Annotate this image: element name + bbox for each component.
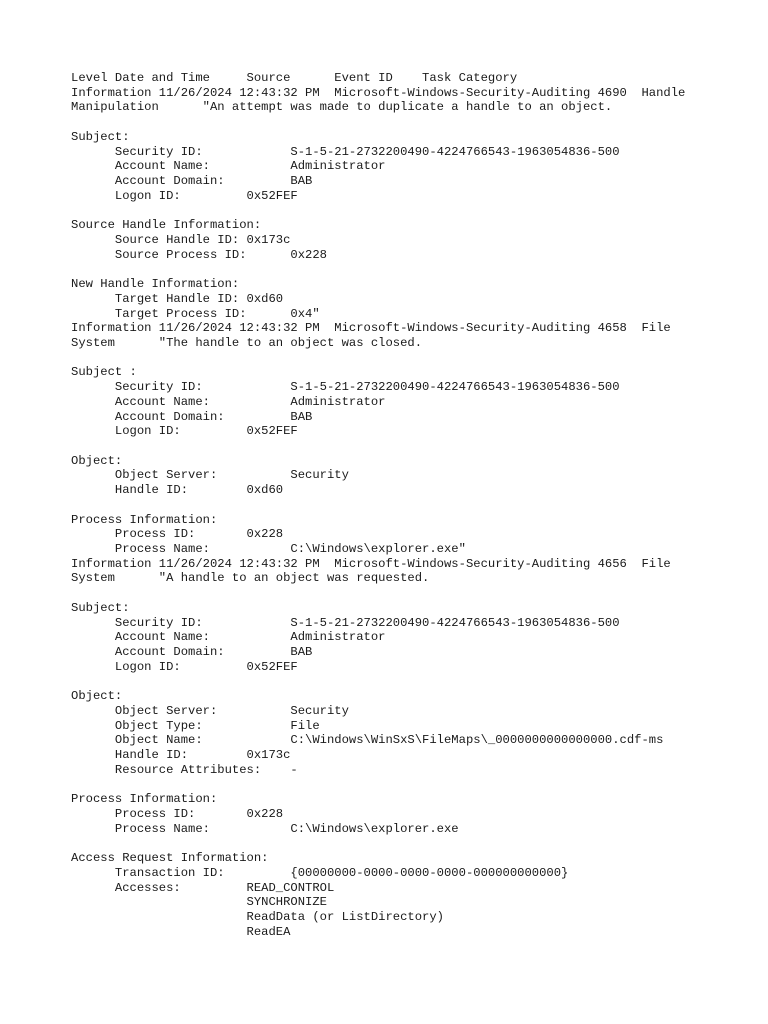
text-line: Account Name: Administrator bbox=[71, 159, 386, 174]
text-line: Logon ID: 0x52FEF bbox=[71, 659, 298, 674]
text-line: Security ID: S-1-5-21-2732200490-4224766543-1963054836-500 bbox=[71, 380, 620, 395]
text-line: Object Server: Security bbox=[71, 703, 349, 718]
text-line: Information 11/26/2024 12:43:32 PM Microsoft-Windows-Security-Auditing 4656 File bbox=[71, 556, 671, 571]
text-line: Object: bbox=[71, 689, 123, 704]
text-line: New Handle Information: bbox=[71, 277, 240, 292]
text-line: Source Handle Information: bbox=[71, 218, 262, 233]
blank-line bbox=[71, 836, 761, 851]
text-line: Information 11/26/2024 12:43:32 PM Microsoft-Windows-Security-Auditing 4690 Handle bbox=[71, 85, 686, 100]
blank-line bbox=[71, 115, 761, 130]
event-log-document bbox=[71, 71, 761, 939]
text-line: Object Type: File bbox=[71, 718, 320, 733]
text-line: Object: bbox=[71, 453, 123, 468]
text-line: Target Process ID: 0x4" bbox=[71, 306, 320, 321]
document-text-body bbox=[71, 71, 761, 939]
text-line: Account Name: Administrator bbox=[71, 394, 386, 409]
text-line: SYNCHRONIZE bbox=[71, 895, 327, 910]
text-line: Account Domain: BAB bbox=[71, 409, 313, 424]
text-line: System "The handle to an object was closed. bbox=[71, 335, 423, 350]
text-line: Security ID: S-1-5-21-2732200490-4224766543-1963054836-500 bbox=[71, 615, 620, 630]
blank-line bbox=[71, 351, 761, 366]
blank-line bbox=[71, 203, 761, 218]
text-line: Process Information: bbox=[71, 512, 218, 527]
blank-line bbox=[71, 778, 761, 793]
text-line: Logon ID: 0x52FEF bbox=[71, 424, 298, 439]
text-line: Process ID: 0x228 bbox=[71, 806, 284, 821]
text-line: Level Date and Time Source Event ID Task Category bbox=[71, 71, 518, 85]
text-line: Transaction ID: {00000000-0000-0000-0000-000000000000} bbox=[71, 865, 569, 880]
blank-line bbox=[71, 439, 761, 454]
text-line: Object Name: C:\Windows\WinSxS\FileMaps\_0000000000000000.cdf-ms bbox=[71, 733, 664, 748]
text-line: Handle ID: 0x173c bbox=[71, 748, 291, 763]
text-line: Handle ID: 0xd60 bbox=[71, 483, 284, 498]
text-line: Access Request Information: bbox=[71, 851, 269, 866]
text-line: Process Information: bbox=[71, 792, 218, 807]
text-line: ReadEA bbox=[71, 924, 291, 939]
text-line: Process Name: C:\Windows\explorer.exe bbox=[71, 821, 459, 836]
blank-line bbox=[71, 586, 761, 601]
text-line: Subject : bbox=[71, 365, 137, 380]
text-line: Information 11/26/2024 12:43:32 PM Microsoft-Windows-Security-Auditing 4658 File bbox=[71, 321, 671, 336]
text-line: System "A handle to an object was requested. bbox=[71, 571, 430, 586]
blank-line bbox=[71, 262, 761, 277]
text-line: Accesses: READ_CONTROL bbox=[71, 880, 335, 895]
text-line: Manipulation "An attempt was made to duplicate a handle to an object. bbox=[71, 100, 613, 115]
text-line: Source Process ID: 0x228 bbox=[71, 247, 327, 262]
text-line: ReadData (or ListDirectory) bbox=[71, 909, 444, 924]
blank-line bbox=[71, 674, 761, 689]
text-line: Subject: bbox=[71, 600, 130, 615]
text-line: Resource Attributes: - bbox=[71, 762, 298, 777]
text-line: Account Domain: BAB bbox=[71, 174, 313, 189]
blank-line bbox=[71, 498, 761, 513]
text-line: Logon ID: 0x52FEF bbox=[71, 188, 298, 203]
text-line: Subject: bbox=[71, 129, 130, 144]
text-line: Source Handle ID: 0x173c bbox=[71, 232, 291, 247]
text-line: Account Name: Administrator bbox=[71, 630, 386, 645]
text-line: Account Domain: BAB bbox=[71, 645, 313, 660]
text-line: Object Server: Security bbox=[71, 468, 349, 483]
text-line: Security ID: S-1-5-21-2732200490-4224766543-1963054836-500 bbox=[71, 144, 620, 159]
text-line: Target Handle ID: 0xd60 bbox=[71, 291, 284, 306]
text-line: Process ID: 0x228 bbox=[71, 527, 284, 542]
text-line: Process Name: C:\Windows\explorer.exe" bbox=[71, 542, 466, 556]
